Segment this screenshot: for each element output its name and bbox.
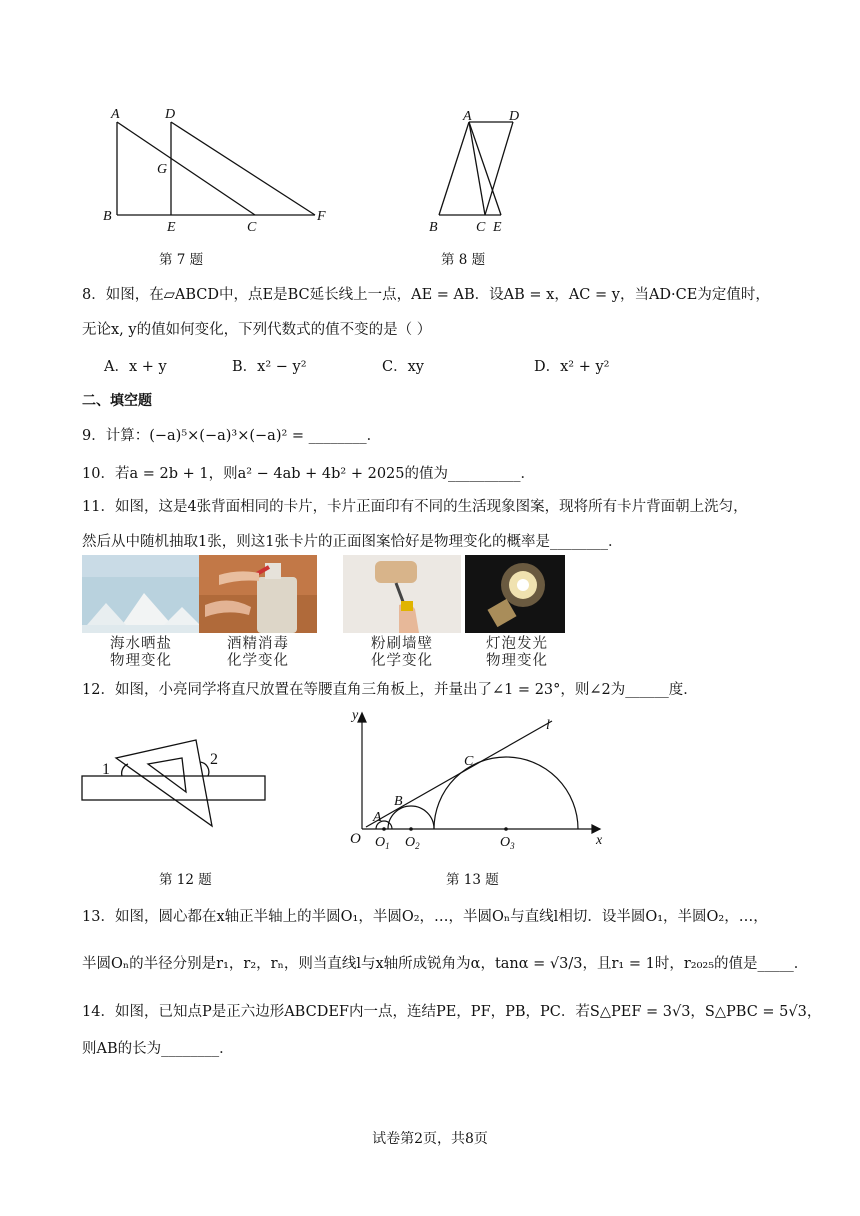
figure-8-caption: 第 8 题 xyxy=(441,252,486,268)
card-image-alcohol xyxy=(199,555,317,633)
question-10: 10．若a = 2b + 1，则a² − 4ab + 4b² + 2025的值为__________． xyxy=(82,466,535,482)
option-b: B．x² − y² xyxy=(232,359,307,375)
svg-text:C: C xyxy=(247,220,257,235)
question-9: 9．计算：(−a)⁵×(−a)³×(−a)² = ________． xyxy=(82,428,382,444)
svg-text:D: D xyxy=(165,107,176,122)
svg-text:O2: $O_2$ xyxy=(405,835,420,851)
question-11-line-2: 然后从中随机抽取1张，则这1张卡片的正面图案恰好是物理变化的概率是________． xyxy=(82,534,623,550)
svg-text:A: A xyxy=(463,109,472,124)
question-11-line-1: 11．如图，这是4张背面相同的卡片，卡片正面印有不同的生活现象图案，现将所有卡片背面朝上洗匀， xyxy=(82,499,748,515)
figure-12 xyxy=(78,728,273,828)
question-13-line-1: 13．如图，圆心都在x轴正半轴上的半圆O₁，半圆O₂，…，半圆Oₙ与直线l相切．设半圆O₁，半圆O₂，…， xyxy=(82,909,768,925)
svg-text:1: 1 xyxy=(102,761,110,778)
question-8-line-2: 无论x, y的值如何变化，下列代数式的值不变的是（ ） xyxy=(82,322,432,338)
svg-text:2: 2 xyxy=(210,751,218,768)
card-image-bulb xyxy=(465,555,583,633)
page-footer: 试卷第2页，共8页 xyxy=(372,1131,488,1147)
svg-text:D: D xyxy=(509,109,520,124)
card-label-4: 灯泡发光 物理变化 xyxy=(486,636,548,669)
question-8-line-1: 8．如图，在▱ABCD中，点E是BC延长线上一点，AE = AB．设AB = x，AC = y，当AD·CE为定值时， xyxy=(82,287,770,303)
svg-text:B: B xyxy=(394,794,403,809)
option-d: D．x² + y² xyxy=(534,359,610,375)
figure-7 xyxy=(95,105,345,240)
question-13-line-2: 半圆Oₙ的半径分别是r₁，r₂，rₙ，则当直线l与x轴所成锐角为α，tanα = √3/3，且r₁ = 1时，r₂₀₂₅的值是_____． xyxy=(82,956,809,972)
question-14-line-2: 则AB的长为________． xyxy=(82,1041,234,1057)
svg-text:O3: $O_3$ xyxy=(500,835,515,851)
svg-text:E: E xyxy=(167,220,176,235)
svg-text:C: C xyxy=(476,220,486,235)
svg-text:l: l xyxy=(546,718,550,733)
svg-text:O1: $O_1$ xyxy=(375,835,390,851)
svg-text:F: F xyxy=(317,209,326,224)
figure-13-caption: 第 13 题 xyxy=(446,872,499,888)
question-14-line-1: 14．如图，已知点P是正六边形ABCDEF内一点，连结PE，PF，PB，PC．若S△PEF = 3√3，S△PBC = 5√3， xyxy=(82,1004,822,1020)
card-image-salt xyxy=(82,555,200,633)
figure-13 xyxy=(342,705,612,855)
svg-text:G: G xyxy=(157,162,168,177)
svg-text:A: A xyxy=(111,107,120,122)
option-c: C．xy xyxy=(382,359,424,375)
card-label-2: 酒精消毒 化学变化 xyxy=(227,636,289,669)
figure-12-caption: 第 12 题 xyxy=(159,872,212,888)
svg-text:x: x xyxy=(596,833,603,848)
question-12: 12．如图，小亮同学将直尺放置在等腰直角三角板上，并量出了∠1 = 23°，则∠2为______度． xyxy=(82,682,698,698)
card-label-3: 粉刷墙壁 化学变化 xyxy=(371,636,433,669)
svg-text:y: y xyxy=(352,708,359,723)
svg-text:E: E xyxy=(493,220,502,235)
card-image-paint xyxy=(343,555,461,633)
svg-text:B: B xyxy=(103,209,112,224)
card-label-1: 海水晒盐 物理变化 xyxy=(110,636,172,669)
option-a: A．x + y xyxy=(104,359,167,375)
section-title: 二、填空题 xyxy=(82,393,152,409)
svg-text:B: B xyxy=(429,220,438,235)
figure-7-caption: 第 7 题 xyxy=(159,252,204,268)
svg-text:A: A xyxy=(373,810,382,825)
figure-8 xyxy=(425,105,535,240)
svg-text:O: O xyxy=(350,831,361,847)
svg-text:C: C xyxy=(464,754,474,769)
